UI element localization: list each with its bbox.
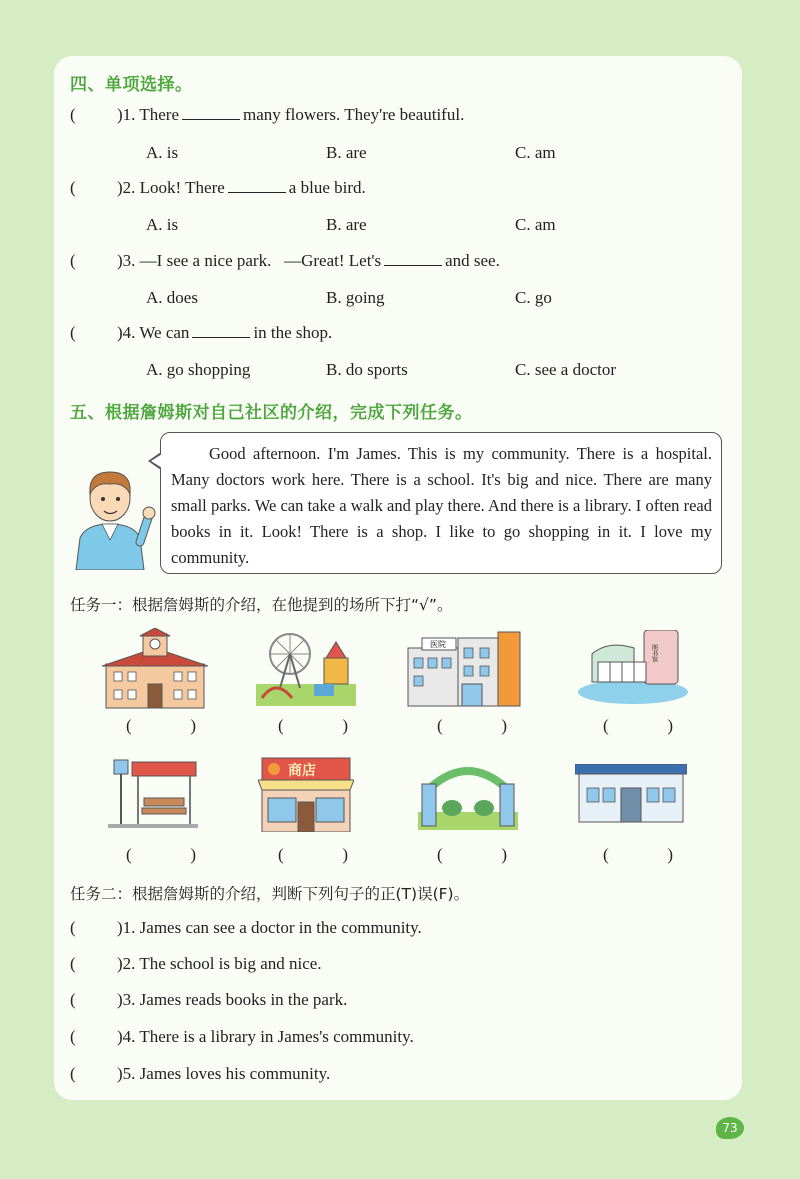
station-icon bbox=[575, 764, 687, 824]
q4-option-c[interactable]: C. see a doctor bbox=[515, 360, 617, 379]
q2-option-c[interactable]: C. am bbox=[515, 215, 556, 234]
answer-blank[interactable] bbox=[228, 178, 286, 193]
task2-title: 任务二：根据詹姆斯的介绍，判断下列句子的正(T)误(F)。 bbox=[70, 885, 470, 903]
q2-option-a[interactable]: A. is bbox=[146, 215, 179, 234]
q4-option-a[interactable]: A. go shopping bbox=[146, 360, 251, 379]
svg-text:商店: 商店 bbox=[288, 763, 316, 779]
page-number: 73 bbox=[716, 1117, 744, 1139]
library-icon bbox=[578, 630, 688, 706]
hospital-icon bbox=[406, 628, 526, 708]
answer-paren-2[interactable]: ( ) bbox=[278, 716, 348, 735]
answer-paren-3[interactable]: ( ) bbox=[437, 716, 507, 735]
boy-icon bbox=[66, 458, 156, 570]
answer-paren-5[interactable]: ( ) bbox=[126, 845, 196, 864]
answer-blank[interactable] bbox=[384, 251, 442, 266]
q1-option-c[interactable]: C. am bbox=[515, 143, 556, 162]
task1-title: 任务一：根据詹姆斯的介绍，在他提到的场所下打“√”。 bbox=[70, 596, 453, 614]
q3-option-c[interactable]: C. go bbox=[515, 288, 552, 307]
amusement-park-icon bbox=[256, 628, 356, 706]
answer-paren-1[interactable]: ( ) bbox=[126, 716, 196, 735]
answer-paren-7[interactable]: ( ) bbox=[437, 845, 507, 864]
section4-title: 四、单项选择。 bbox=[70, 75, 193, 95]
school-icon bbox=[102, 628, 208, 710]
q3-option-a[interactable]: A. does bbox=[146, 288, 198, 307]
answer-paren-4[interactable]: ( ) bbox=[603, 716, 673, 735]
q1-option-b[interactable]: B. are bbox=[326, 143, 367, 162]
section5-title: 五、根据詹姆斯对自己社区的介绍，完成下列任务。 bbox=[70, 403, 473, 423]
svg-text:医院: 医院 bbox=[430, 640, 446, 649]
answer-paren-8[interactable]: ( ) bbox=[603, 845, 673, 864]
speech-bubble: Good afternoon. I'm James. This is my community. There is a hospital. Many doctors work here. There is a school. It's big and nice. There are many small parks. We can take a walk and play there. And there is a library. I often read books in it. Look! There is a shop. I like to go shopping in it. I love my community. bbox=[160, 432, 722, 574]
park-gate-icon bbox=[418, 758, 518, 830]
q4-option-b[interactable]: B. do sports bbox=[326, 360, 408, 379]
worksheet-panel bbox=[54, 56, 742, 1100]
answer-paren-6[interactable]: ( ) bbox=[278, 845, 348, 864]
svg-text:图书馆: 图书馆 bbox=[650, 644, 658, 662]
answer-blank[interactable] bbox=[192, 323, 250, 338]
q1-option-a[interactable]: A. is bbox=[146, 143, 179, 162]
q2-option-b[interactable]: B. are bbox=[326, 215, 367, 234]
shop-icon bbox=[258, 754, 354, 832]
bus-stop-icon bbox=[108, 758, 198, 828]
q3-option-b[interactable]: B. going bbox=[326, 288, 385, 307]
answer-blank[interactable] bbox=[182, 105, 240, 120]
